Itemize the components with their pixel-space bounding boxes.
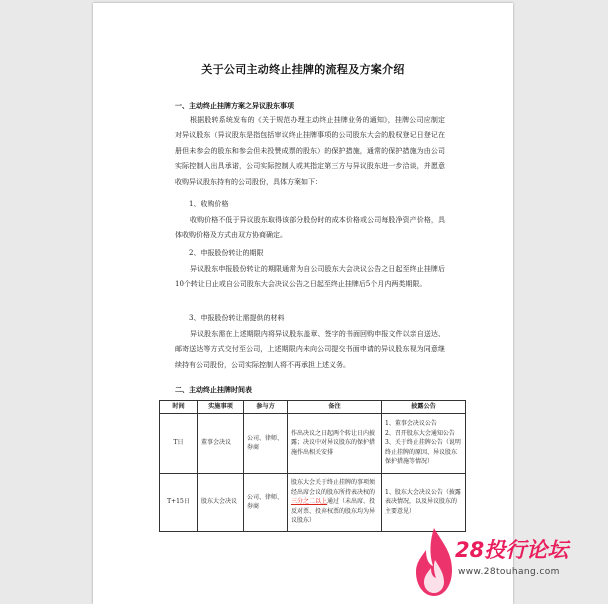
row2-note-before: 股东大会关于终止挂牌的事项须经出席会议的股东所持表决权的 — [291, 479, 376, 496]
timeline-table — [159, 400, 466, 532]
row2-time: T+15日 — [160, 473, 198, 531]
header-party: 参与方 — [244, 401, 288, 414]
table-header-row — [160, 401, 466, 414]
row1-disclosure-line: 3、关于终止挂牌公告（说明终止挂牌的原因、异议股东保护措施等情况） — [385, 439, 461, 466]
row2-note — [288, 473, 382, 531]
item3-label: 3、申报股份转让需提供的材料 — [189, 314, 285, 322]
document-page — [93, 3, 513, 604]
item3-text: 异议股东需在上述期限内将异议股东盖章、签字的书面回购申报文件以亲自送达、邮寄送达等方式交付至公司，上述期限内未向公司提交书面申请的异议股东视为同意继续持有公司股份，公司实际控制人将不再承担上述义务。 — [175, 330, 445, 369]
watermark-url: www.28touhang.com — [458, 567, 560, 577]
section2-heading: 二、主动终止挂牌时间表 — [175, 386, 252, 394]
watermark-brand: 28投行论坛 — [455, 538, 569, 562]
row2-party: 公司、律师、券商 — [244, 473, 288, 531]
flame-logo-icon — [412, 526, 456, 600]
row1-party: 公司、律师、券商 — [244, 413, 288, 473]
header-action: 实施事项 — [198, 401, 244, 414]
table-row — [160, 413, 466, 473]
row1-disclosure — [382, 413, 466, 473]
header-time: 时间 — [160, 401, 198, 414]
watermark — [410, 522, 608, 604]
item1-text: 收购价格不低于异议股东取得该部分股份时的成本价格或公司每股净资产价格，具体收购价格及方式由双方协商确定。 — [175, 216, 445, 240]
row2-action: 股东大会决议 — [198, 473, 244, 531]
row2-note-highlight: 三分之二以上 — [291, 498, 328, 506]
header-note: 备注 — [288, 401, 382, 414]
item1-label: 1、收购价格 — [189, 200, 229, 208]
item2-text: 异议股东申报股份转让的期限通常为自公司股东大会决议公告之日起至终止挂牌后10个转让日止或自公司股东大会决议公告之日起至终止挂牌后5个月内两类期限。 — [175, 265, 445, 289]
row2-disclosure-line: 1、股东大会决议公告（披露表决情况，以及异议股东的主要意见） — [385, 488, 461, 515]
row2-note-after: 通过（未出席、投反对票、投弃权票的股东均为异议股东） — [291, 498, 376, 525]
row1-time: T日 — [160, 413, 198, 473]
section1-heading: 一、主动终止挂牌方案之异议股东事项 — [175, 102, 294, 110]
section1-intro: 根据股转系统发布的《关于规范办理主动终止挂牌业务的通知》，挂牌公司应制定对异议股东（异议股东是指包括审议终止挂牌事项的公司股东大会的股权登记日登记在册但未参会的股东和参会但未投赞成票的股东）的保护措施，通常的保护措施为由公司实际控制人出具承诺，公司实际控制人或其指定第三方与异议股东进一步洽谈，并愿意收购异议股东持有的公司股份，具体方案如下： — [175, 116, 445, 186]
item2-label: 2、申报股份转让的期限 — [189, 249, 264, 257]
row1-disclosure-line: 2、召开股东大会通知公告 — [385, 429, 455, 437]
header-disclosure: 披露公告 — [382, 401, 466, 414]
row1-note: 作出决议之日起两个转让日内披露；决议中对异议股东的保护措施作出相关安排 — [288, 413, 382, 473]
row1-disclosure-line: 1、董事会决议公告 — [385, 420, 437, 428]
row1-action: 董事会决议 — [198, 413, 244, 473]
document-title: 关于公司主动终止挂牌的流程及方案介绍 — [201, 63, 405, 76]
